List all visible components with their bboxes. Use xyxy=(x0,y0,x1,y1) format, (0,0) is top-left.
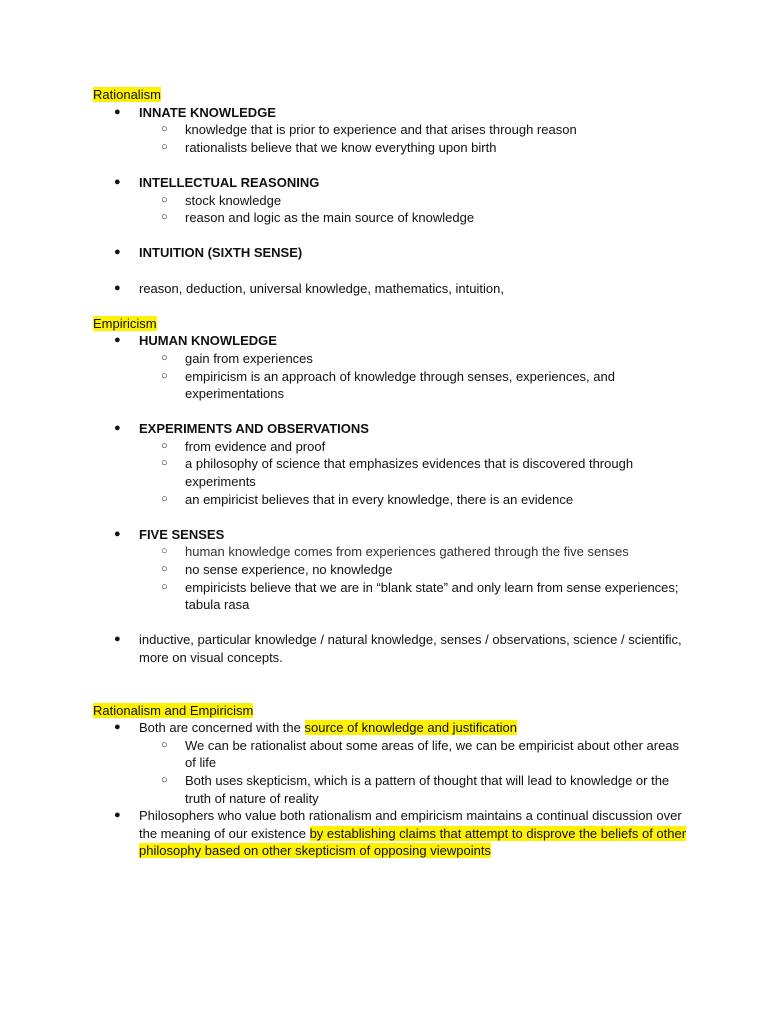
sub-item: ○ a philosophy of science that emphasizes evidences that is discovered through experiments xyxy=(161,456,634,490)
rationalism-and-empiricism-title: Rationalism and Empiricism xyxy=(93,702,254,718)
bullet-icon: ● xyxy=(114,281,121,294)
sub-item: ○ rationalists believe that we know everything upon birth xyxy=(161,139,497,155)
circle-bullet-icon: ○ xyxy=(161,457,168,470)
rationalism-title: Rationalism xyxy=(93,87,161,102)
circle-bullet-icon: ○ xyxy=(161,545,168,558)
bullet-icon: ● xyxy=(114,422,121,435)
bullet-icon: ● xyxy=(114,334,121,347)
bullet-icon: ● xyxy=(114,246,121,259)
rationalism-keywords: ● reason, deduction, universal knowledge, mathematics, intuition, xyxy=(114,280,504,296)
bullet-icon: ● xyxy=(114,809,121,822)
sub-item: ○ stock knowledge xyxy=(161,192,282,208)
sub-item: ○ empiricists believe that we are in “blank state” and only learn from sense experiences; tabula rasa xyxy=(161,579,679,613)
intuition-item: ● INTUITION (SIXTH SENSE) xyxy=(114,245,303,261)
circle-bullet-icon: ○ xyxy=(161,439,168,452)
sub-item: ○ gain from experiences xyxy=(161,350,313,366)
experiments-observations-item: ● EXPERIMENTS AND OBSERVATIONS xyxy=(114,421,369,437)
intellectual-reasoning-item: ● INTELLECTUAL REASONING xyxy=(114,174,320,190)
bullet-icon: ● xyxy=(114,527,121,540)
circle-bullet-icon: ○ xyxy=(161,580,168,593)
sub-item: ○ Both uses skepticism, which is a pattern of thought that will lead to knowledge or the truth of nature of reality xyxy=(161,772,670,806)
bullet-icon: ● xyxy=(114,175,121,188)
circle-bullet-icon: ○ xyxy=(161,492,168,505)
sub-item: ○ reason and logic as the main source of knowledge xyxy=(161,210,475,226)
circle-bullet-icon: ○ xyxy=(161,123,168,136)
empiricism-title: Empiricism xyxy=(93,315,157,331)
empiricism-keywords: ● inductive, particular knowledge / natural knowledge, senses / observations, science / scientific, more on visual concepts. xyxy=(114,632,682,665)
both-concerned-item: ● Both are concerned with the source of knowledge and justification xyxy=(114,720,517,736)
circle-bullet-icon: ○ xyxy=(161,738,168,751)
sub-item: ○ empiricism is an approach of knowledge through senses, experiences, and experimentations xyxy=(161,368,615,402)
five-senses-item: ● FIVE SENSES xyxy=(114,526,225,542)
innate-knowledge-item: ● INNATE KNOWLEDGE xyxy=(114,104,276,120)
circle-bullet-icon: ○ xyxy=(161,140,168,153)
sub-item: ○ human knowledge comes from experiences gathered through the five senses xyxy=(161,544,629,560)
sub-item: ○ from evidence and proof xyxy=(161,438,326,454)
circle-bullet-icon: ○ xyxy=(161,773,168,786)
document-body xyxy=(93,86,693,860)
circle-bullet-icon: ○ xyxy=(161,193,168,206)
sub-item: ○ no sense experience, no knowledge xyxy=(161,562,393,578)
sub-item: ○ We can be rationalist about some areas of life, we can be empiricist about other areas of life xyxy=(161,737,680,771)
bullet-icon: ● xyxy=(114,105,121,118)
circle-bullet-icon: ○ xyxy=(161,369,168,382)
sub-item: ○ an empiricist believes that in every knowledge, there is an evidence xyxy=(161,491,574,507)
circle-bullet-icon: ○ xyxy=(161,211,168,224)
sub-item: ○ knowledge that is prior to experience and that arises through reason xyxy=(161,122,577,138)
bullet-icon: ● xyxy=(114,721,121,734)
circle-bullet-icon: ○ xyxy=(161,351,168,364)
circle-bullet-icon: ○ xyxy=(161,563,168,576)
philosophers-item: ● Philosophers who value both rationalism and empiricism maintains a continual discussion over the meaning of our existence by establishing claims that attempt to disprove the beliefs of other philosophy based on other skepticism of opposing viewpoints xyxy=(114,808,687,859)
human-knowledge-item: ● HUMAN KNOWLEDGE xyxy=(114,333,277,349)
bullet-icon: ● xyxy=(114,633,121,646)
